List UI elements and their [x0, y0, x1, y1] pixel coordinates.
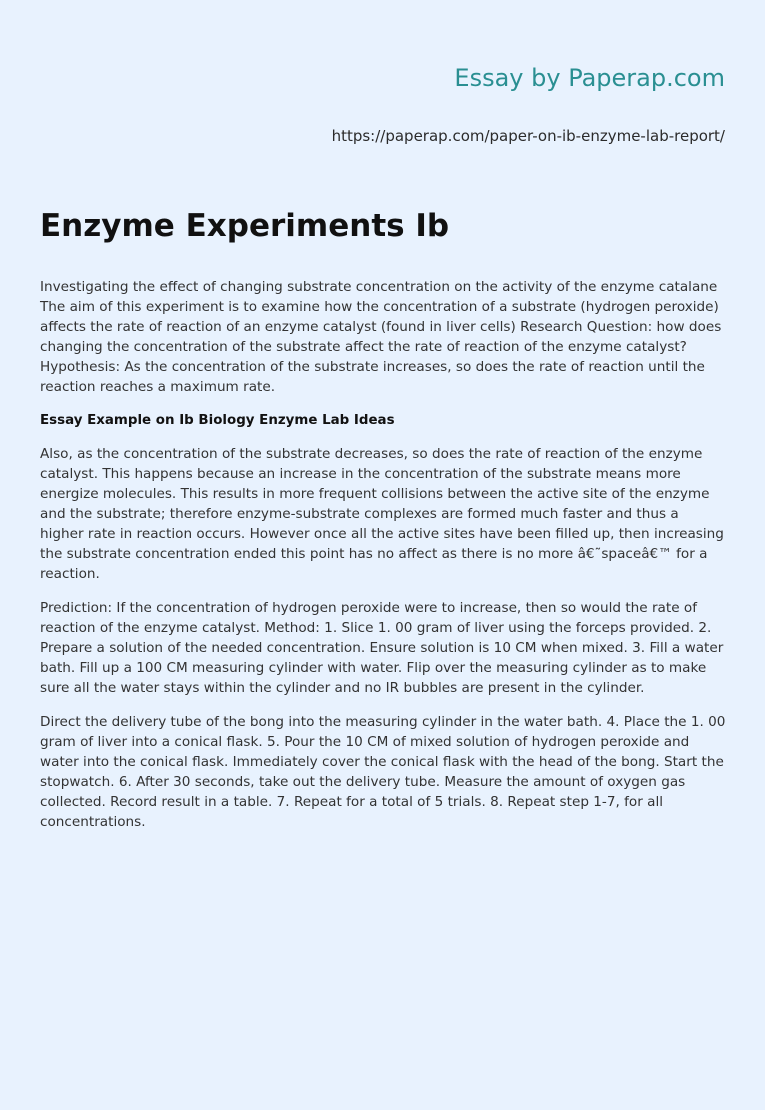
paragraph-procedure: Direct the delivery tube of the bong into the measuring cylinder in the water bath. 4. Place the 1. 00 gram of liver into a conical flask. 5. Pour the 10 CM of mixed solution of hydrogen peroxide and water into the conical flask. Immediately cover the conical flask with the head of the bong. Start the stopwatch. 6. After 30 seconds, take out the delivery tube. Measure the amount of oxygen gas collected. Record result in a table. 7. Repeat for a total of 5 trials. 8. Repeat step 1-7, for all concentrations. [40, 714, 726, 830]
page-title: Enzyme Experiments Ib [40, 208, 450, 244]
paragraph-intro: Investigating the effect of changing substrate concentration on the activity of the enzyme catalane The aim of this experiment is to examine how the concentration of a substrate (hydrogen peroxide) affects the rate of reaction of an enzyme catalyst (found in liver cells) Research Question: how does changing the concentration of the substrate affect the rate of reaction of the enzyme catalyst? Hypothesis: As the concentration of the substrate increases, so does the rate of reaction until the reaction reaches a maximum rate. [40, 279, 722, 395]
brand-link[interactable]: Essay by Paperap.com [454, 64, 725, 92]
paragraph-method: Prediction: If the concentration of hydrogen peroxide were to increase, then so would the rate of reaction of the enzyme catalyst. Method: 1. Slice 1. 00 gram of liver using the forceps provided. 2. Prepare a solution of the needed concentration. Ensure solution is 10 CM when mixed. 3. Fill a water bath. Fill up a 100 CM measuring cylinder with water. Flip over the measuring cylinder as to make sure all the water stays within the cylinder and no IR bubbles are present in the cylinder. [40, 600, 724, 696]
source-url[interactable]: https://paperap.com/paper-on-ib-enzyme-lab-report/ [331, 127, 725, 145]
article-body [40, 277, 726, 846]
section-subheading: Essay Example on Ib Biology Enzyme Lab Ideas [40, 413, 395, 428]
paragraph-explanation: Also, as the concentration of the substrate decreases, so does the rate of reaction of the enzyme catalyst. This happens because an increase in the concentration of the substrate means more energize molecules. This results in more frequent collisions between the active site of the enzyme and the substrate; therefore enzyme-substrate complexes are formed much faster and thus a higher rate in reaction occurs. However once all the active sites have been filled up, then increasing the substrate concentration ended this point has no affect as there is no more â€˜spaceâ€™ for a reaction. [40, 446, 724, 582]
